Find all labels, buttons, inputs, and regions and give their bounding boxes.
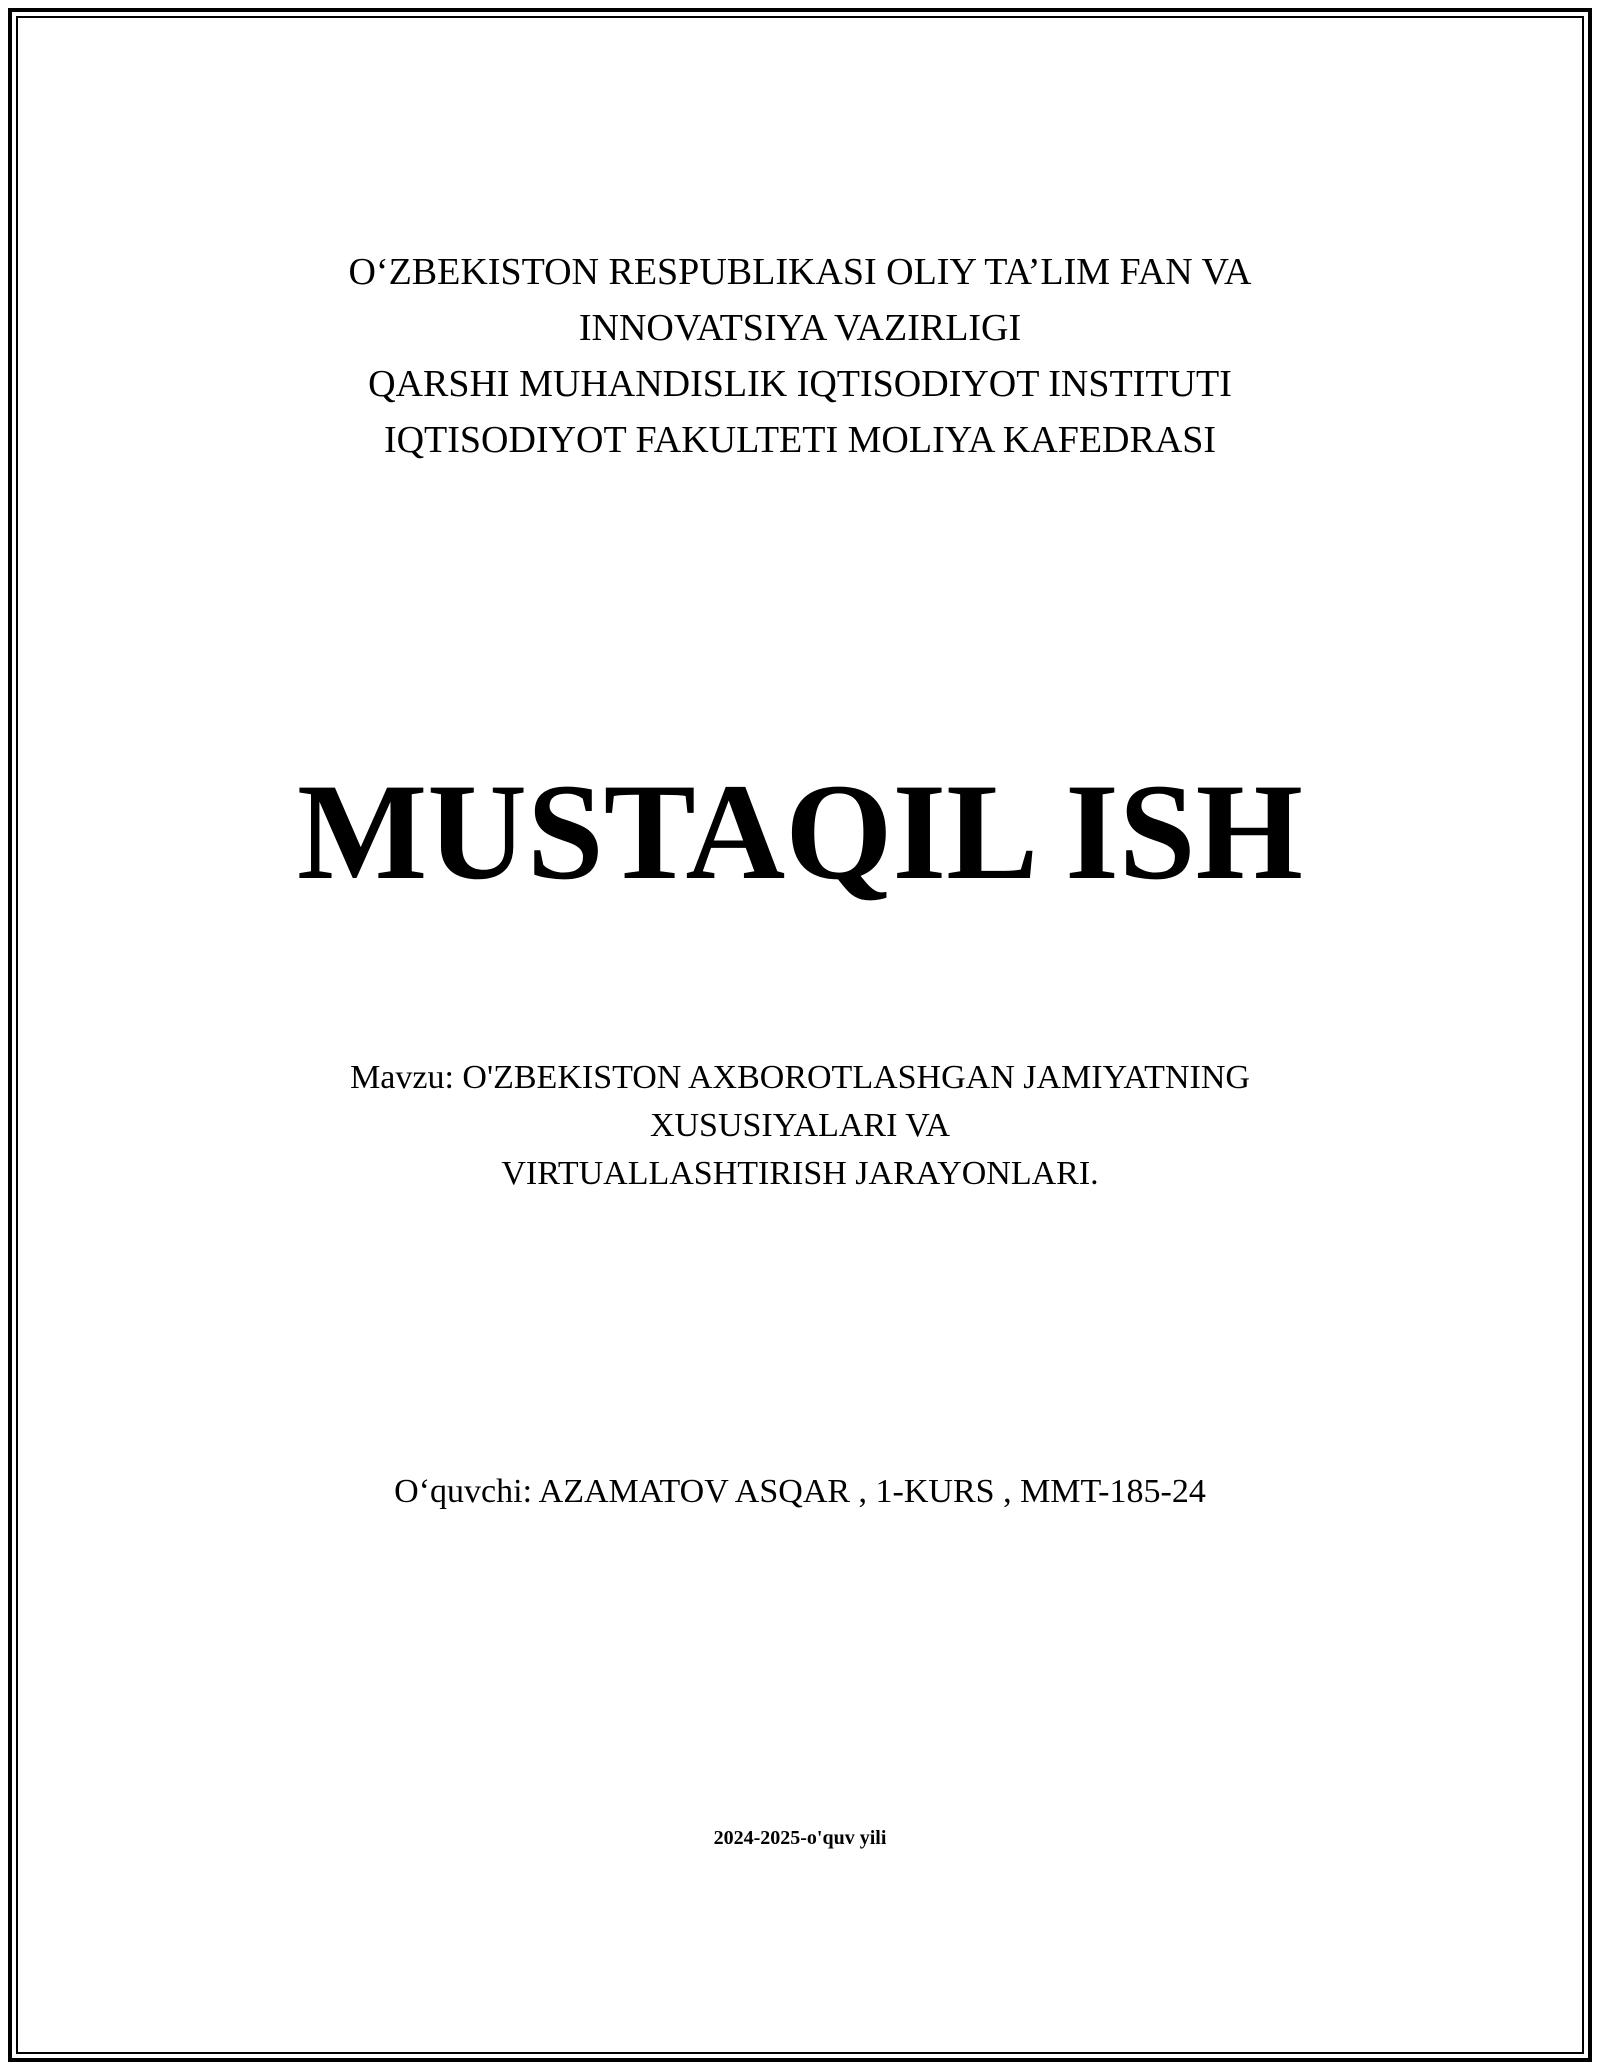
institution-header [0,244,1600,468]
academic-year: 2024-2025-o'quv yili [713,1827,887,1849]
header-line-department: IQTISODIYOT FAKULTETI MOLIYA KAFEDRASI [383,419,1217,461]
header-line-ministry-1: O‘ZBEKISTON RESPUBLIKASI OLIY TA’LIM FAN VA [348,251,1252,293]
document-title: MUSTAQIL ISH [297,755,1303,908]
header-line-ministry-2: INNOVATSIYA VAZIRLIGI [578,307,1022,349]
student-info: O‘quvchi: AZAMATOV ASQAR , 1-KURS , MMT-185-24 [394,1473,1206,1510]
topic-line-3: VIRTUALLASHTIRISH JARAYONLARI. [501,1155,1099,1192]
topic-block [0,1054,1600,1198]
topic-line-2: XUSUSIYALARI VA [649,1107,951,1144]
topic-line-1: Mavzu: O'ZBEKISTON AXBOROTLASHGAN JAMIYATNING [350,1059,1250,1096]
header-line-institute: QARSHI MUHANDISLIK IQTISODIYOT INSTITUTI [368,363,1232,405]
